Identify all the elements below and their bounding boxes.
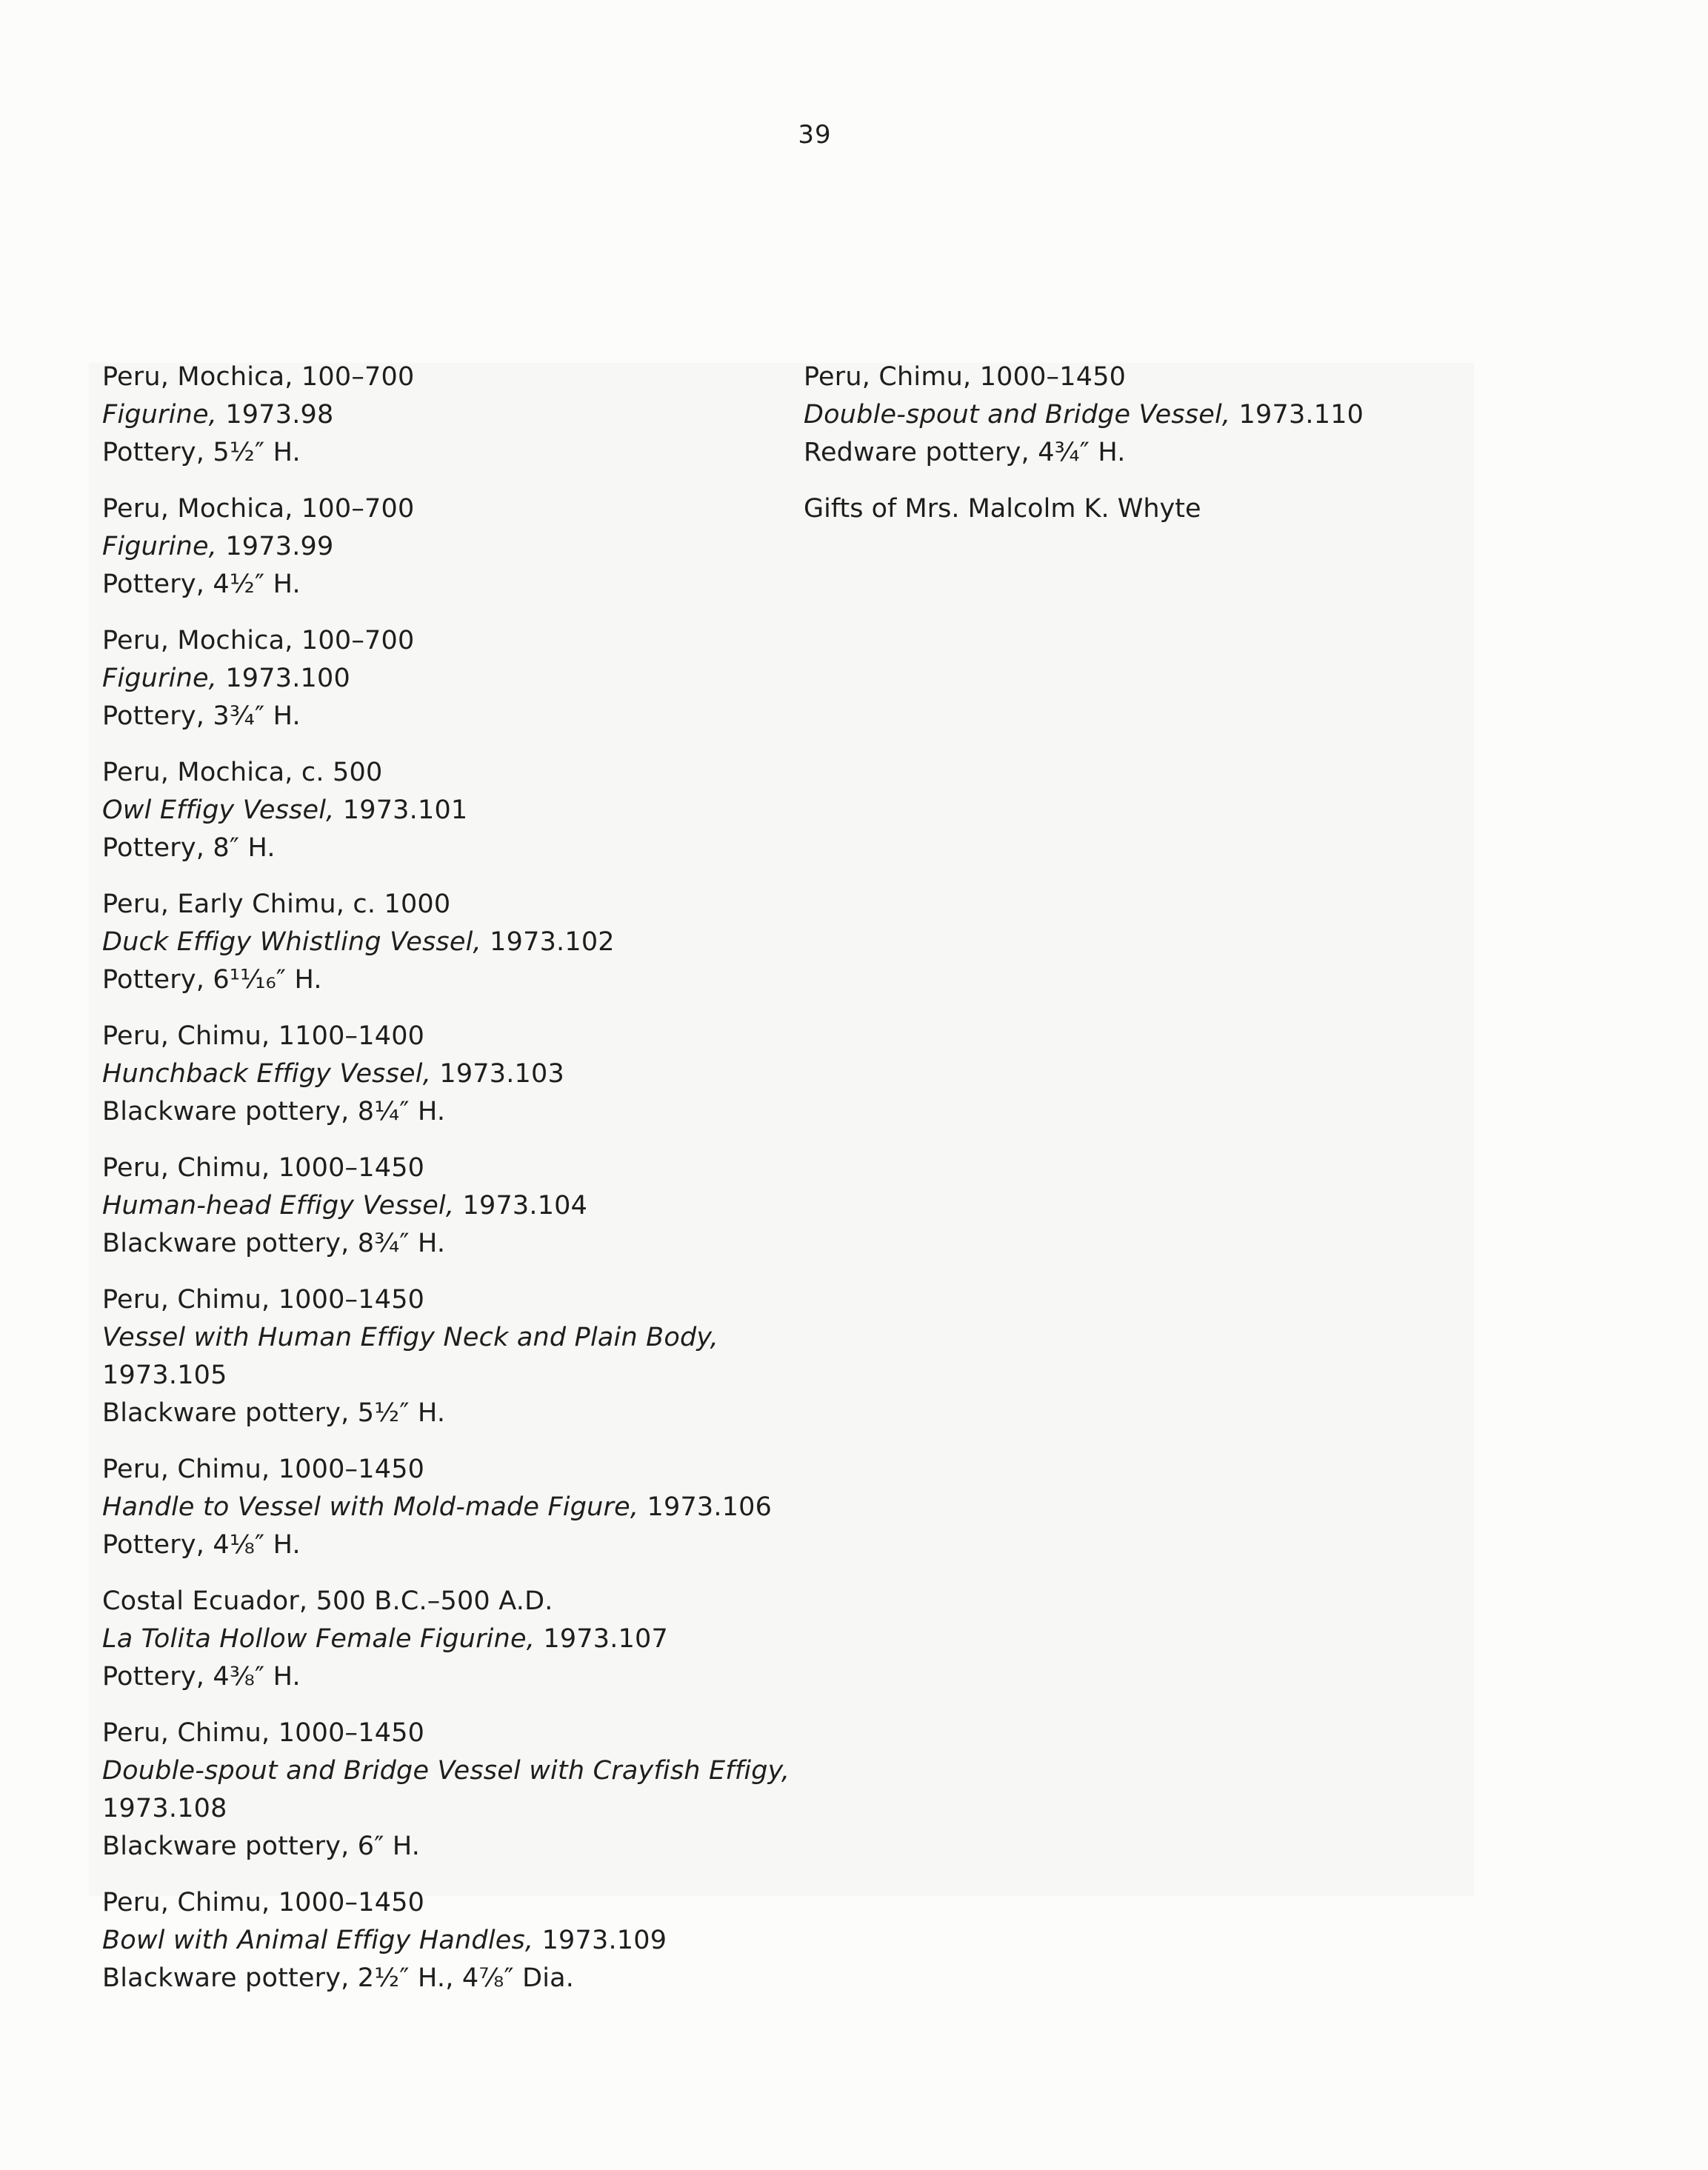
entry-medium: Pottery, 4½″ H. — [102, 570, 301, 599]
entry-medium: Blackware pottery, 8¼″ H. — [102, 1097, 446, 1126]
entry-title: Double-spout and Bridge Vessel, — [804, 400, 1231, 430]
entry-title-line — [102, 528, 843, 566]
entry-title: Human-head Effigy Vessel, — [102, 1191, 455, 1221]
catalog-entry — [102, 754, 843, 867]
entry-title-line — [102, 792, 843, 829]
entry-title: Figurine, — [102, 664, 218, 693]
right-column — [804, 358, 1470, 528]
catalog-entry — [102, 1149, 843, 1263]
catalog-entry — [102, 1281, 843, 1432]
entry-title: Duck Effigy Whistling Vessel, — [102, 927, 481, 957]
entry-accession: 1973.110 — [1230, 400, 1364, 430]
catalog-entry — [102, 1715, 843, 1866]
entry-origin: Peru, Chimu, 1000–1450 — [102, 1153, 425, 1183]
entry-medium: Redware pottery, 4¾″ H. — [804, 438, 1126, 467]
entry-origin: Peru, Early Chimu, c. 1000 — [102, 889, 451, 919]
entry-origin: Peru, Chimu, 1000–1450 — [102, 1718, 425, 1748]
catalog-entry — [102, 886, 843, 999]
entry-title: Vessel with Human Effigy Neck and Plain Body, — [102, 1323, 718, 1352]
catalog-entry — [102, 490, 843, 604]
entry-accession: 1973.105 — [102, 1361, 227, 1390]
entry-title: La Tolita Hollow Female Figurine, — [102, 1624, 536, 1654]
entry-title: Double-spout and Bridge Vessel with Crayfish Effigy, — [102, 1756, 790, 1786]
left-column — [102, 358, 843, 2016]
entry-origin: Peru, Chimu, 1100–1400 — [102, 1021, 425, 1051]
entry-accession: 1973.104 — [454, 1191, 588, 1221]
entry-title: Hunchback Effigy Vessel, — [102, 1059, 432, 1089]
entry-medium: Blackware pottery, 2½″ H., 4⅞″ Dia. — [102, 1963, 575, 1993]
entry-medium: Pottery, 4⅜″ H. — [102, 1662, 301, 1692]
entry-accession: 1973.102 — [481, 927, 615, 957]
entry-medium: Pottery, 4⅛″ H. — [102, 1530, 301, 1560]
page-number: 39 — [798, 120, 832, 150]
entry-origin: Peru, Chimu, 1000–1450 — [102, 1888, 425, 1917]
entry-origin: Peru, Mochica, 100–700 — [102, 626, 415, 655]
entry-title: Owl Effigy Vessel, — [102, 795, 335, 825]
entry-origin: Costal Ecuador, 500 B.C.–500 A.D. — [102, 1586, 553, 1616]
entry-title: Figurine, — [102, 532, 218, 561]
entry-title: Figurine, — [102, 400, 218, 430]
entry-origin: Peru, Chimu, 1000–1450 — [102, 1455, 425, 1484]
entry-accession: 1973.101 — [334, 795, 468, 825]
catalog-entry — [102, 1018, 843, 1131]
entry-title-line — [804, 396, 1470, 434]
entry-title: Handle to Vessel with Mold-made Figure, — [102, 1492, 639, 1522]
entry-medium: Pottery, 6¹¹⁄₁₆″ H. — [102, 965, 322, 995]
catalog-entry — [102, 1451, 843, 1564]
entry-medium: Blackware pottery, 6″ H. — [102, 1832, 421, 1861]
entry-title-line — [102, 396, 843, 434]
entry-accession: 1973.106 — [638, 1492, 773, 1522]
catalog-entry — [804, 358, 1470, 472]
catalog-entry — [102, 622, 843, 735]
entry-accession: 1973.103 — [431, 1059, 564, 1089]
entry-medium: Pottery, 8″ H. — [102, 833, 276, 863]
entry-title-line — [102, 924, 843, 961]
catalog-entry — [102, 1884, 843, 1997]
entry-title: Bowl with Animal Effigy Handles, — [102, 1926, 534, 1955]
entry-accession: 1973.108 — [102, 1794, 227, 1823]
catalog-entry — [102, 1583, 843, 1696]
catalog-entry — [102, 358, 843, 472]
entry-origin: Peru, Mochica, c. 500 — [102, 758, 383, 787]
entry-origin: Peru, Chimu, 1000–1450 — [102, 1285, 425, 1315]
entry-title-line — [102, 660, 843, 698]
entry-title-line — [102, 1489, 843, 1526]
entry-accession: 1973.99 — [217, 532, 334, 561]
credit-line: Gifts of Mrs. Malcolm K. Whyte — [804, 494, 1201, 524]
entry-accession: 1973.100 — [217, 664, 350, 693]
entry-origin: Peru, Mochica, 100–700 — [102, 362, 415, 392]
entry-title-line — [102, 1922, 843, 1960]
entry-medium: Blackware pottery, 8¾″ H. — [102, 1229, 446, 1258]
entry-accession: 1973.107 — [535, 1624, 668, 1654]
entry-title-line — [102, 1620, 843, 1658]
entry-title-line — [102, 1055, 843, 1093]
entry-medium: Pottery, 3¾″ H. — [102, 701, 301, 731]
entry-medium: Blackware pottery, 5½″ H. — [102, 1398, 446, 1428]
entry-origin: Peru, Mochica, 100–700 — [102, 494, 415, 524]
entry-accession: 1973.98 — [217, 400, 334, 430]
entry-title-line — [102, 1187, 843, 1225]
entry-origin: Peru, Chimu, 1000–1450 — [804, 362, 1127, 392]
entry-medium: Pottery, 5½″ H. — [102, 438, 301, 467]
entry-accession: 1973.109 — [533, 1926, 667, 1955]
